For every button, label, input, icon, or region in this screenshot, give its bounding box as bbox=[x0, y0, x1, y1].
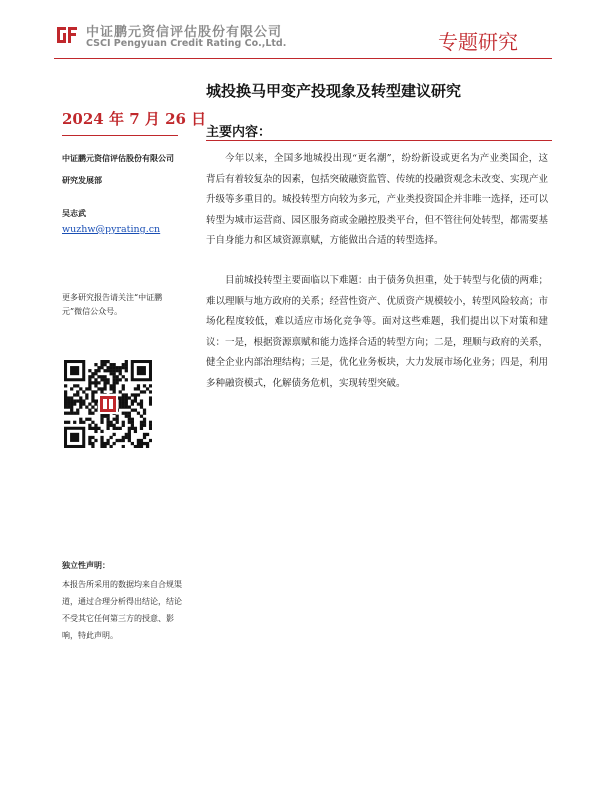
org-name-en: CSCI Pengyuan Credit Rating Co.,Ltd. bbox=[86, 38, 287, 49]
author-email-link[interactable]: wuzhw@pyrating.cn bbox=[62, 224, 161, 235]
wechat-qr-code-icon bbox=[64, 360, 152, 448]
pengyuan-logo-icon bbox=[54, 22, 80, 48]
declaration-title: 独立性声明： bbox=[62, 560, 110, 570]
summary-paragraph: 目前城投转型主要面临以下难题：由于债务负担重，处于转型与化债的两难；难以理顺与地方政府的关系；经营性资产、优质资产规模较小，转型风险较高；市场化程度较低，难以适应市场化竞争等。面对这些难题，我们提出以下对策和建议：一是，根据资源禀赋和能力选择合适的转型方向；二是，理顺与政府的关系，健全企业内部治理结构；三是，优化业务板块，大力发展市场化业务；四是，利用多种融资模式，化解债务危机，实现转型突破。 bbox=[206, 275, 549, 389]
summary-divider bbox=[206, 140, 552, 141]
summary-heading: 主要内容： bbox=[206, 125, 272, 140]
page-title: 城投换马甲变产投现象及转型建议研究 bbox=[206, 82, 462, 100]
follow-note: 更多研究报告请关注“中证鹏元”微信公众号。 bbox=[62, 293, 163, 316]
author-name: 吴志武 bbox=[62, 208, 86, 218]
report-date: 2024 年 7 月 26 日 bbox=[62, 110, 207, 128]
department-name: 研究发展部 bbox=[62, 175, 102, 185]
org-name-cn: 中证鹏元资信评估股份有限公司 bbox=[86, 25, 283, 40]
document-type-label: 专题研究 bbox=[438, 30, 518, 54]
declaration-text: 本报告所采用的数据均来自合规渠道，通过合理分析得出结论，结论不受其它任何第三方的授意、影响，特此声明。 bbox=[62, 580, 182, 640]
sidebar-divider bbox=[62, 135, 178, 136]
header-divider bbox=[54, 58, 552, 59]
company-name: 中证鹏元资信评估股份有限公司 bbox=[62, 153, 174, 163]
summary-paragraph: 今年以来，全国多地城投出现“更名潮”，纷纷新设或更名为产业类国企，这背后有着较复杂的因素，包括突破融资监管、传统的投融资观念未改变、实现产业升级等多重目的。城投转型方向较为多元，产业类投资国企并非唯一选择，还可以转型为城市运营商、园区服务商或金融控股类平台，但不管往何处转型，都需要基于自身能力和区域资源禀赋，方能做出合适的转型选择。 bbox=[206, 153, 549, 246]
